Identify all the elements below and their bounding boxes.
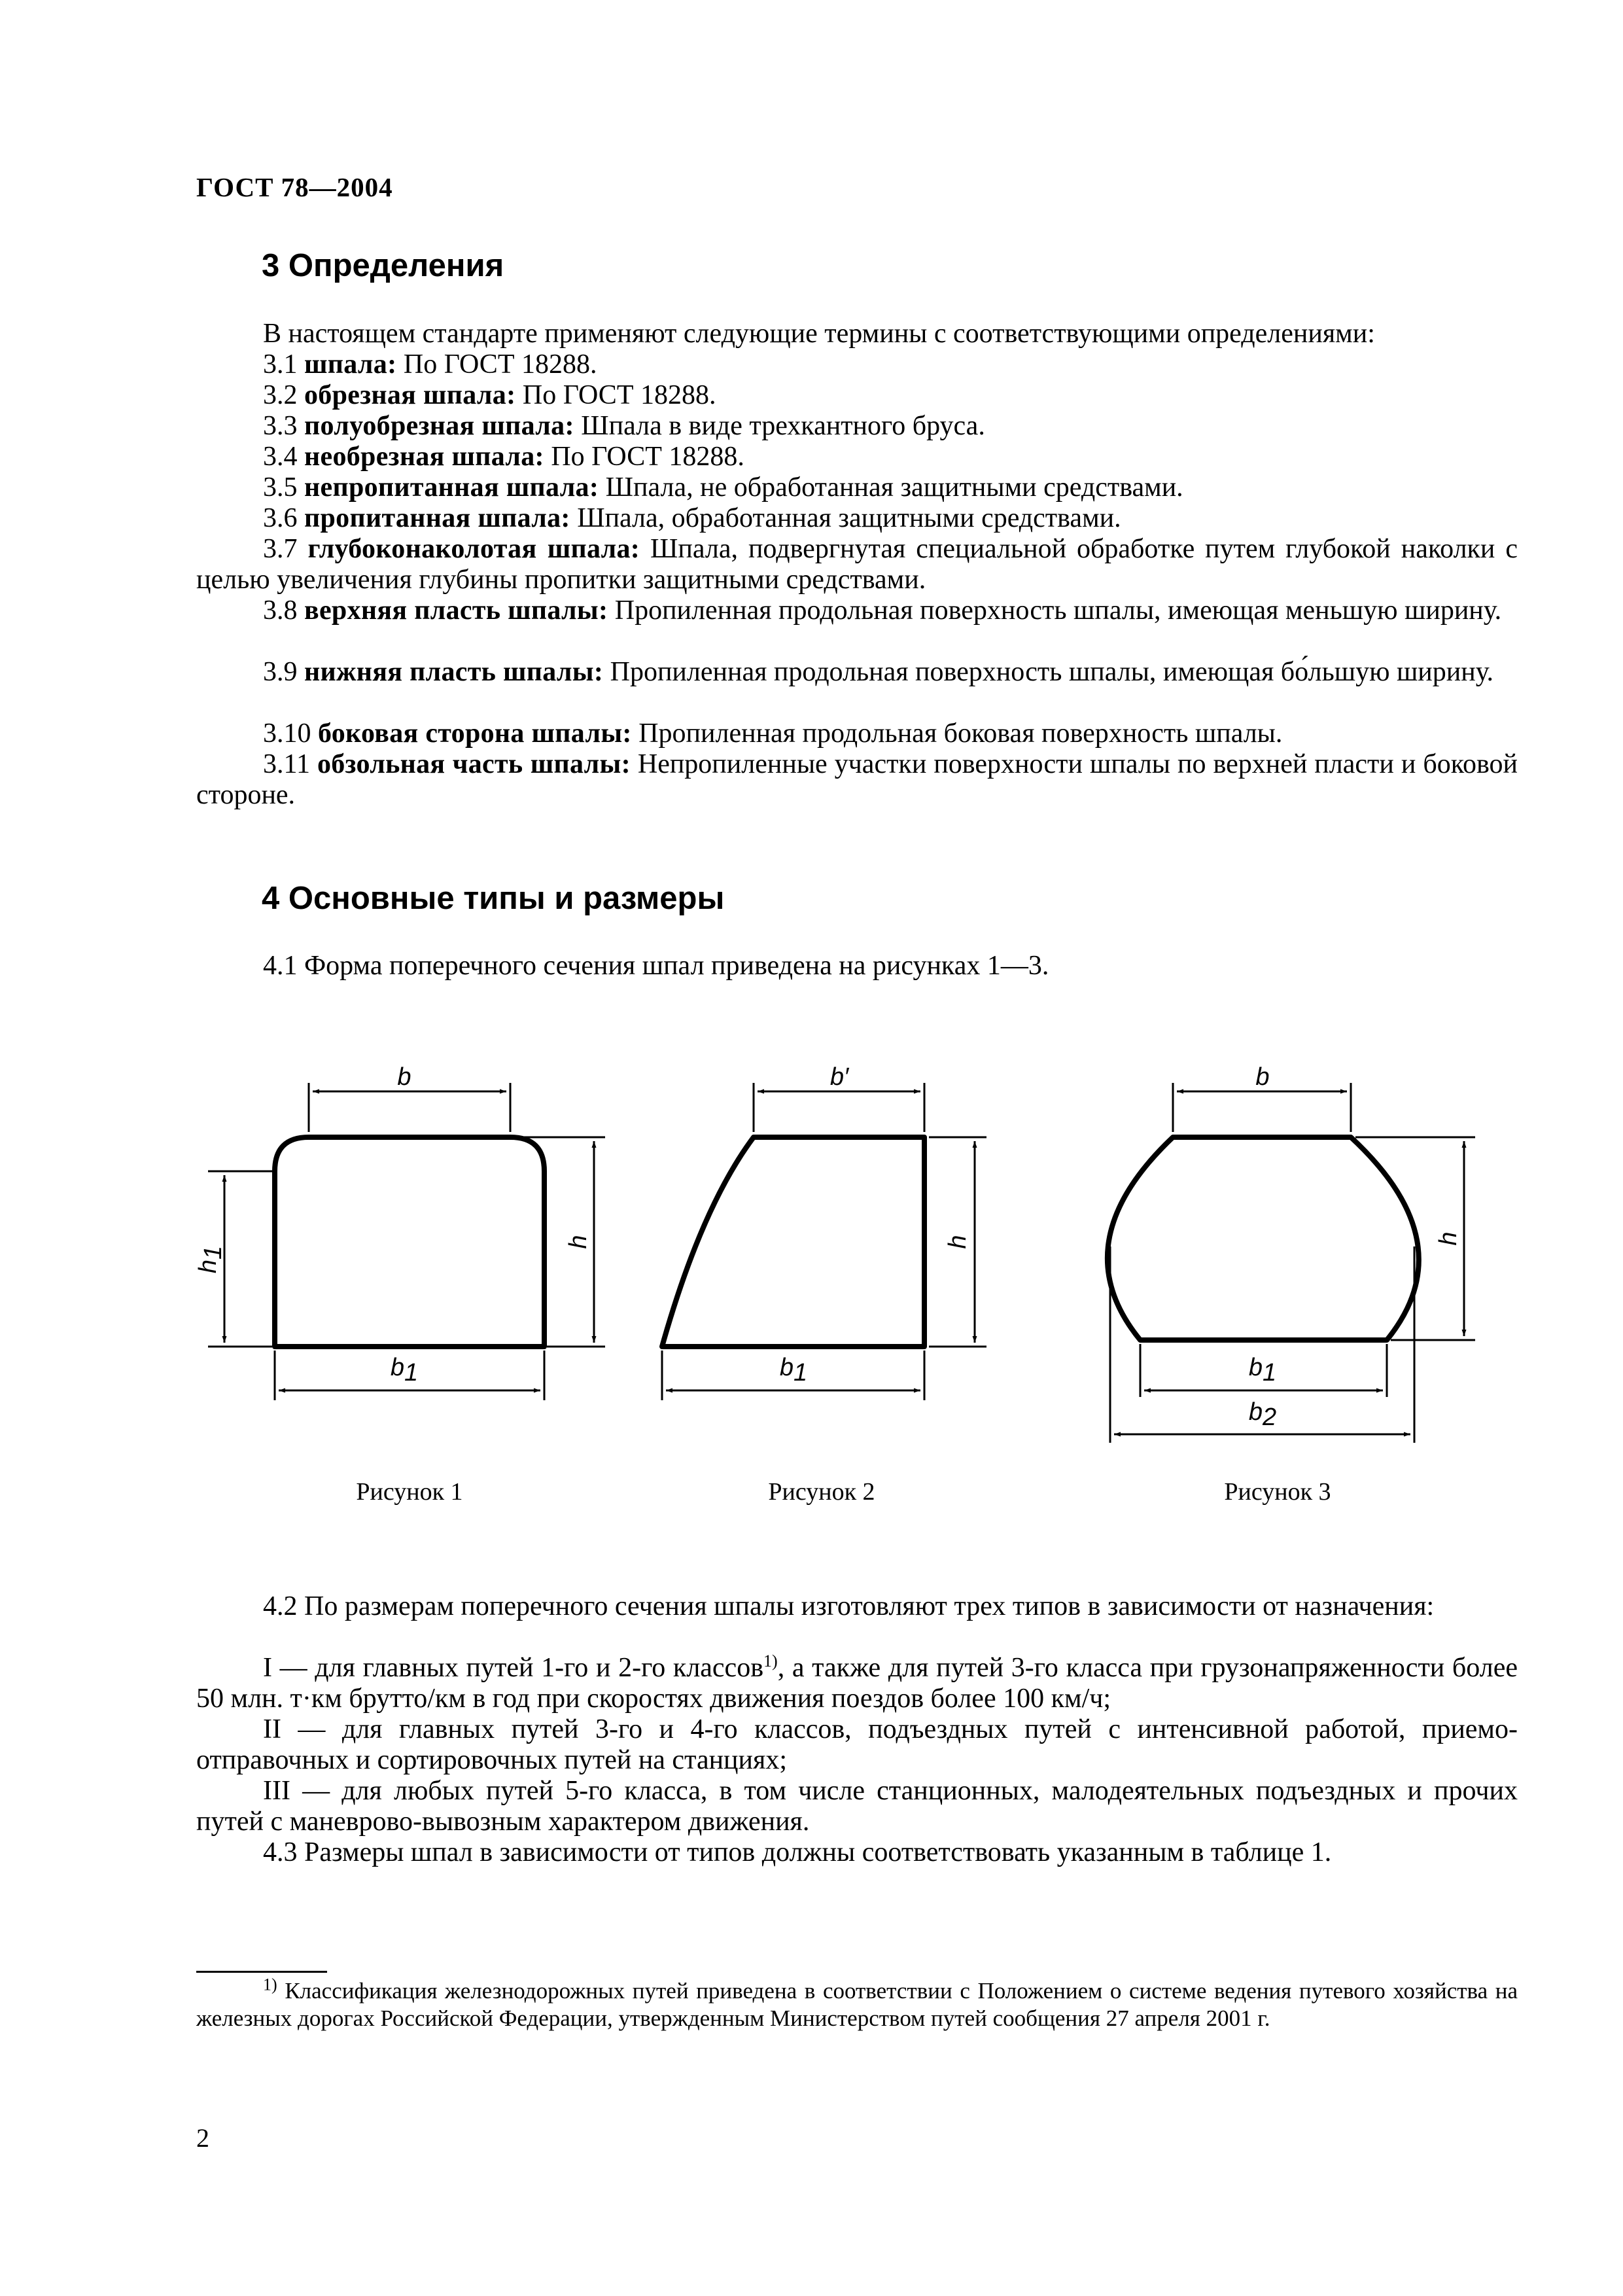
paragraph-4-3: 4.3 Размеры шпал в зависимости от типов должны соответствовать указанным в таблице 1.	[263, 1837, 1332, 1867]
definition-num: 3.1	[263, 349, 298, 380]
document-header: ГОСТ 78—2004	[196, 172, 393, 202]
definition-text: Пропиленная продольная боковая поверхность шпалы.	[638, 718, 1283, 749]
definition-text: Пропиленная продольная поверхность шпалы, имеющая бо́льшую ширину.	[610, 657, 1494, 687]
definition-text: Пропиленная продольная поверхность шпалы, имеющая меньшую ширину.	[614, 595, 1502, 626]
dim-label-b1: b1	[390, 1354, 419, 1386]
figure-1-sleeper-section	[194, 1063, 605, 1400]
dim-label-b2: b2	[1248, 1398, 1277, 1431]
type-1-description	[196, 1653, 1518, 1714]
definition-3-5	[196, 472, 1518, 503]
dim-label-b-prime: b′	[829, 1063, 849, 1091]
dim-label-b1: b1	[1248, 1354, 1277, 1386]
definition-text: По ГОСТ 18288.	[522, 380, 716, 410]
definition-3-11	[196, 749, 1518, 811]
definition-num: 3.10	[263, 718, 311, 749]
footnote-marker: 1)	[263, 1975, 277, 1994]
definition-term: шпала:	[304, 349, 397, 380]
dim-label-h: h	[944, 1235, 971, 1249]
section-3-title: 3 Определения	[262, 248, 504, 283]
definition-3-10	[196, 718, 1518, 749]
dim-label-b1: b1	[779, 1354, 808, 1386]
definition-3-7	[196, 534, 1518, 595]
definition-term: верхняя пласть шпалы:	[304, 595, 608, 626]
definition-term: полуобрезная шпала:	[304, 411, 574, 441]
definition-text: Шпала, не обработанная защитными средствами.	[605, 472, 1183, 503]
definition-3-6	[196, 503, 1518, 534]
definition-num: 3.2	[263, 380, 298, 410]
definition-3-1	[196, 349, 1518, 380]
definition-3-4	[196, 442, 1518, 472]
figure-3-caption: Рисунок 3	[1224, 1478, 1331, 1506]
definition-num: 3.3	[263, 411, 298, 441]
dim-label-h1: h1	[194, 1245, 227, 1274]
definition-term: обрезная шпала:	[304, 380, 516, 410]
definition-num: 3.11	[263, 749, 310, 779]
footnote-separator	[196, 1971, 327, 1973]
definition-3-9	[196, 657, 1518, 688]
definition-text: Шпала, подвергнутая специальной обработке путем глубокой наколки с целью увеличения глубины пропитки защитными средствами.	[196, 534, 1518, 595]
footnote	[196, 1977, 1518, 2032]
dim-label-b: b	[1255, 1063, 1270, 1091]
definition-text: По ГОСТ 18288.	[403, 349, 597, 380]
definition-term: глубоконаколотая шпала:	[307, 534, 640, 564]
figure-3-outline	[1108, 1137, 1419, 1340]
definition-term: обзольная часть шпалы:	[317, 749, 631, 779]
definition-term: нижняя пласть шпалы:	[304, 657, 604, 687]
type-1-text-cont: , а также для путей 3-го класса при грузонапряженности более 50 млн. т·км брутто/км в год при скоростях движения поездов более 100 км/ч;	[196, 1653, 1518, 1714]
dim-label-b: b	[397, 1063, 411, 1091]
definition-text: Шпала в виде трехкантного бруса.	[581, 411, 985, 441]
definition-num: 3.9	[263, 657, 298, 687]
figure-2-sleeper-section	[662, 1063, 986, 1400]
figure-3-sleeper-section	[1108, 1063, 1475, 1443]
footnote-text: Классификация железнодорожных путей приведена в соответствии с Положением о системе ведения путевого хозяйства на железных дорогах Российской Федерации, утвержденным Министерством путей сообщения 27 апреля 2001 г.	[196, 1978, 1518, 2031]
paragraph-4-2: 4.2 По размерам поперечного сечения шпалы изготовляют трех типов в зависимости от назначения:	[263, 1591, 1435, 1621]
definition-term: боковая сторона шпалы:	[318, 718, 632, 749]
definition-num: 3.6	[263, 503, 298, 533]
figure-1-caption: Рисунок 1	[356, 1478, 463, 1506]
definition-term: пропитанная шпала:	[304, 503, 570, 533]
figure-2-outline	[662, 1137, 924, 1347]
type-2-description: II — для главных путей 3-го и 4-го классов, подъездных путей с интенсивной работой, приемо-отправочных и сортировочных путей на станциях;	[196, 1714, 1518, 1775]
footnote-ref: 1)	[763, 1651, 778, 1670]
definition-text: Шпала, обработанная защитными средствами.	[577, 503, 1121, 533]
definition-term: необрезная шпала:	[304, 442, 544, 472]
definition-num: 3.8	[263, 595, 298, 626]
dim-label-h: h	[1435, 1231, 1462, 1246]
figure-1-outline	[275, 1137, 544, 1347]
section-3-intro: В настоящем стандарте применяют следующие термины с соответствующими определениями:	[263, 319, 1375, 349]
definition-num: 3.7	[263, 534, 298, 564]
paragraph-4-1: 4.1 Форма поперечного сечения шпал приведена на рисунках 1—3.	[263, 951, 1049, 981]
definition-text: Непропиленные участки поверхности шпалы по верхней пласти и боковой стороне.	[196, 749, 1518, 810]
page-number: 2	[196, 2123, 209, 2153]
section-4-title: 4 Основные типы и размеры	[262, 881, 725, 916]
definition-text: По ГОСТ 18288.	[551, 442, 744, 472]
definition-3-8	[196, 595, 1518, 626]
definition-term: непропитанная шпала:	[304, 472, 599, 503]
definition-num: 3.4	[263, 442, 298, 472]
type-3-description: III — для любых путей 5-го класса, в том числе станционных, малодеятельных подъездных и прочих путей с маневрово-вывозным характером движения.	[196, 1776, 1518, 1837]
definition-3-2	[196, 380, 1518, 411]
dim-label-h: h	[565, 1235, 592, 1249]
type-1-text: I — для главных путей 1-го и 2-го классов	[263, 1653, 764, 1683]
definition-num: 3.5	[263, 472, 298, 503]
definition-3-3	[196, 411, 1518, 442]
figure-2-caption: Рисунок 2	[768, 1478, 875, 1506]
